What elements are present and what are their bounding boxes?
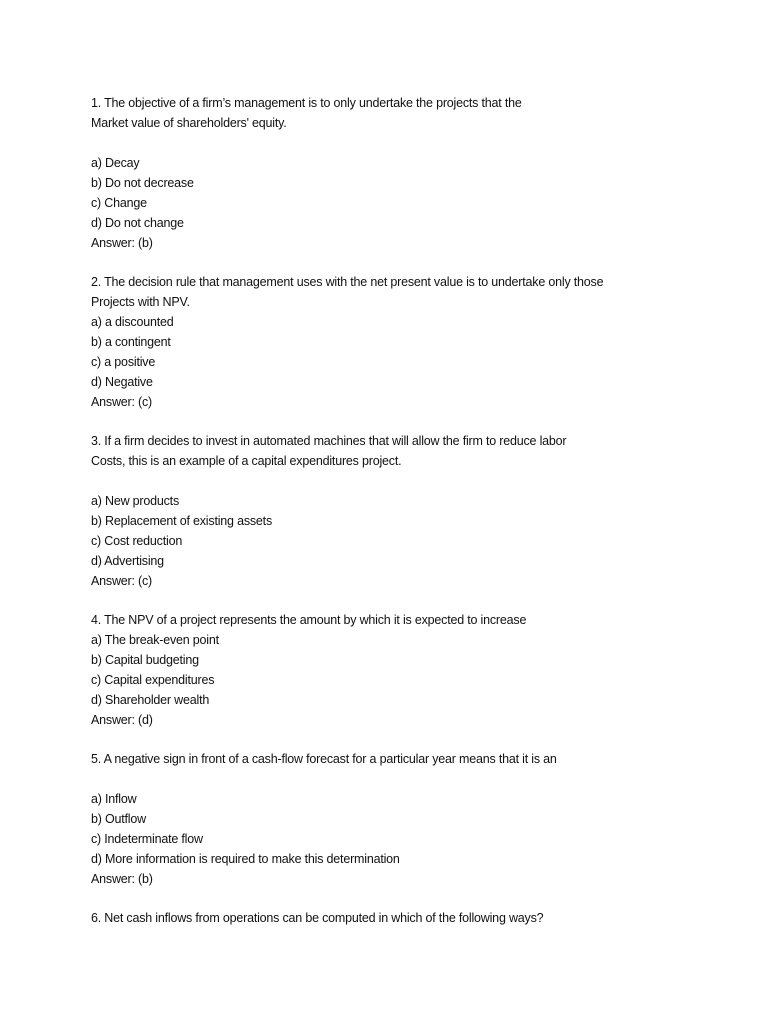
question-4-answer: Answer: (d) (91, 713, 153, 727)
question-5-option-b: b) Outflow (91, 812, 146, 826)
question-2 (91, 272, 711, 412)
question-1-option-c: c) Change (91, 196, 147, 210)
question-list (91, 93, 711, 947)
question-5 (91, 749, 711, 889)
spacer (91, 133, 711, 153)
question-1-option-b: b) Do not decrease (91, 176, 194, 190)
question-3-option-a: a) New products (91, 494, 180, 508)
question-2-stem-line-2: Projects with NPV. (91, 295, 190, 309)
question-1-stem-line-2: Market value of shareholders' equity. (91, 116, 287, 130)
question-5-answer: Answer: (b) (91, 872, 153, 886)
question-6-stem-line-1: 6. Net cash inflows from operations can be computed in which of the following ways? (91, 911, 544, 925)
question-4-option-c: c) Capital expenditures (91, 673, 215, 687)
question-6 (91, 908, 711, 928)
question-2-option-d: d) Negative (91, 375, 153, 389)
question-1-stem-line-1: 1. The objective of a firm’s management is to only undertake the projects that the (91, 96, 522, 110)
question-3-answer: Answer: (c) (91, 574, 153, 588)
question-2-answer: Answer: (c) (91, 395, 153, 409)
spacer (91, 769, 711, 789)
question-5-option-d: d) More information is required to make this determination (91, 852, 400, 866)
question-2-option-c: c) a positive (91, 355, 156, 369)
question-4-stem-line-1: 4. The NPV of a project represents the amount by which it is expected to increase (91, 613, 527, 627)
question-2-option-a: a) a discounted (91, 315, 174, 329)
question-4-option-b: b) Capital budgeting (91, 653, 199, 667)
question-1 (91, 93, 711, 253)
question-3 (91, 431, 711, 591)
question-4 (91, 610, 711, 730)
question-5-stem-line-1: 5. A negative sign in front of a cash-flow forecast for a particular year means that it is an (91, 752, 557, 766)
question-3-stem-line-2: Costs, this is an example of a capital expenditures project. (91, 454, 402, 468)
question-1-option-d: d) Do not change (91, 216, 184, 230)
spacer (91, 471, 711, 491)
question-3-option-c: c) Cost reduction (91, 534, 183, 548)
question-4-option-a: a) The break-even point (91, 633, 219, 647)
question-5-option-a: a) Inflow (91, 792, 137, 806)
question-3-option-d: d) Advertising (91, 554, 164, 568)
question-3-stem-line-1: 3. If a firm decides to invest in automated machines that will allow the firm to reduce labor (91, 434, 567, 448)
question-3-option-b: b) Replacement of existing assets (91, 514, 272, 528)
question-1-answer: Answer: (b) (91, 236, 153, 250)
question-1-option-a: a) Decay (91, 156, 140, 170)
question-2-option-b: b) a contingent (91, 335, 171, 349)
question-5-option-c: c) Indeterminate flow (91, 832, 203, 846)
question-2-stem-line-1: 2. The decision rule that management uses with the net present value is to undertake only those (91, 275, 604, 289)
question-4-option-d: d) Shareholder wealth (91, 693, 210, 707)
